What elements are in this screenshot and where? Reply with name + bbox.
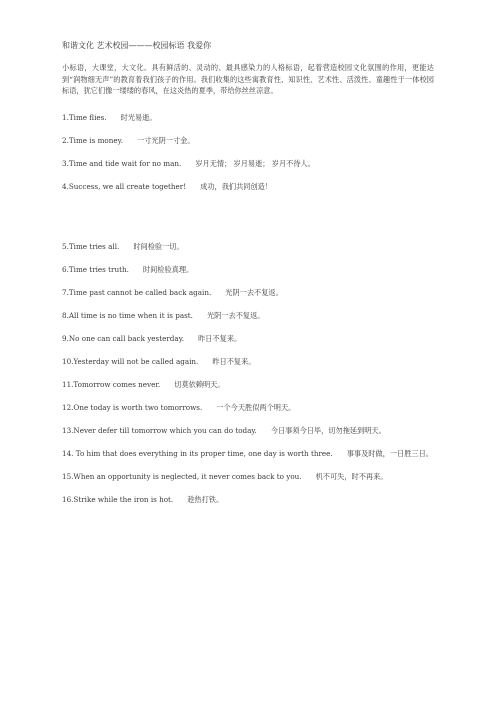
slogan-english: 2.Time is money. bbox=[62, 135, 123, 145]
slogan-english: 5.Time tries all. bbox=[62, 241, 120, 251]
slogan-chinese: 趁热打铁。 bbox=[187, 494, 224, 504]
slogan-chinese: 事事及时做，一日胜三日。 bbox=[346, 448, 433, 458]
slogan-chinese: 时间检验真理。 bbox=[142, 264, 194, 274]
slogan-english: 1.Time flies. bbox=[62, 112, 107, 122]
slogan-1 bbox=[62, 112, 434, 123]
slogan-english: 14. To him that does everything in its proper time, one day is worth three. bbox=[62, 448, 333, 458]
slogan-english: 15.When an opportunity is neglected, it never comes back to you. bbox=[62, 471, 302, 481]
slogan-english: 4.Success, we all create together! bbox=[62, 181, 187, 191]
slogan-chinese: 一寸光阴一寸金。 bbox=[137, 135, 195, 145]
slogan-chinese: 机不可失，时不再来。 bbox=[315, 471, 388, 481]
slogan-english: 9.No one can call back yesterday. bbox=[62, 333, 185, 343]
intro-paragraph: 小标语，大课堂，大文化。具有鲜活的、灵动的、最具感染力的人格标语，起着营造校园文化氛围的作用，更能达到“润物细无声”的教育着我们孩子的作用。我们收集的这些寓教育性、知识性、艺术性、活泼性、童趣性于一体校园标语，犹它们像一缕缕的春风，在这炎热的夏季，带给你丝丝凉意。 bbox=[62, 63, 434, 96]
slogan-6 bbox=[62, 264, 434, 275]
slogan-chinese: 一个今天胜似两个明天。 bbox=[216, 402, 296, 412]
slogan-english: 3.Time and tide wait for no man. bbox=[62, 158, 182, 168]
slogan-5 bbox=[62, 241, 434, 252]
slogan-chinese: 时间检验一切。 bbox=[133, 241, 184, 251]
slogan-8 bbox=[62, 310, 434, 321]
slogan-english: 8.All time is no time when it is past. bbox=[62, 310, 193, 320]
slogan-english: 10.Yesterday will not be called again. bbox=[62, 356, 199, 366]
slogan-chinese: 成功，我们共同创造！ bbox=[200, 181, 273, 191]
slogan-12 bbox=[62, 402, 434, 413]
slogan-chinese: 今日事须今日毕，切勿拖延到明天。 bbox=[270, 425, 386, 435]
slogan-english: 7.Time past cannot be called back again. bbox=[62, 287, 212, 297]
slogan-chinese: 昨日不复来。 bbox=[212, 356, 256, 366]
slogan-chinese: 光阴一去不复返。 bbox=[225, 287, 283, 297]
document-title: 和谐文化 艺术校园———校园标语 我爱你 bbox=[62, 41, 212, 50]
slogan-english: 13.Never defer till tomorrow which you can do today. bbox=[62, 425, 257, 435]
slogan-english: 11.Tomorrow comes never. bbox=[62, 379, 161, 389]
slogan-11 bbox=[62, 379, 434, 390]
slogan-9 bbox=[62, 333, 434, 344]
slogan-chinese: 岁月无情； 岁月易逝； 岁月不待人。 bbox=[195, 158, 315, 168]
slogan-chinese: 切莫依赖明天。 bbox=[174, 379, 225, 389]
slogan-english: 6.Time tries truth. bbox=[62, 264, 129, 274]
slogan-13 bbox=[62, 425, 434, 436]
slogan-10 bbox=[62, 356, 434, 367]
slogan-chinese: 昨日不复来。 bbox=[198, 333, 242, 343]
slogan-chinese: 光阴一去不复返。 bbox=[206, 310, 265, 320]
slogan-3 bbox=[62, 158, 434, 169]
slogan-15 bbox=[62, 471, 434, 482]
slogan-english: 16.Strike while the iron is hot. bbox=[62, 494, 174, 504]
slogan-4 bbox=[62, 181, 434, 192]
slogan-2 bbox=[62, 135, 434, 146]
document-page bbox=[62, 40, 434, 505]
slogan-14 bbox=[62, 448, 434, 459]
slogan-7 bbox=[62, 287, 434, 298]
slogan-chinese: 时光易逝。 bbox=[120, 112, 157, 122]
slogan-16 bbox=[62, 494, 434, 505]
slogan-english: 12.One today is worth two tomorrows. bbox=[62, 402, 203, 412]
